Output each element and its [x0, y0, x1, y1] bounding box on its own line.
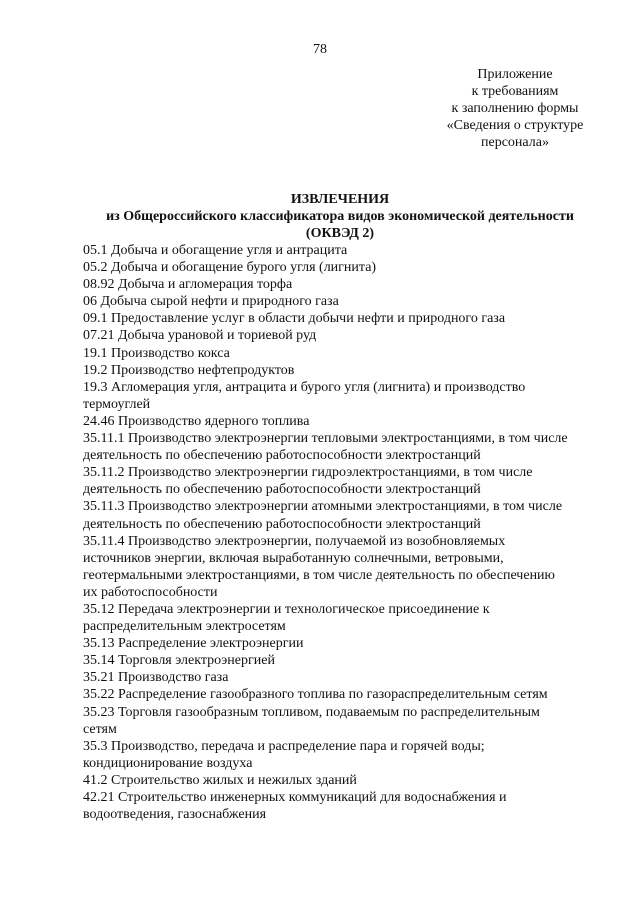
okved-entry: [83, 652, 603, 669]
okved-entry-line: 08.92 Добыча и агломерация торфа: [83, 277, 293, 293]
okved-entry: [83, 327, 603, 344]
okved-entry: [83, 704, 603, 738]
okved-entry-line: термоуглей: [83, 396, 151, 412]
okved-entry: [83, 362, 603, 379]
okved-entry: [83, 259, 603, 276]
okved-entry-line: 24.46 Производство ядерного топлива: [83, 413, 310, 429]
okved-entry-line: 35.3 Производство, передача и распределение пара и горячей воды;: [83, 738, 485, 754]
okved-entry: [83, 635, 603, 652]
okved-entry: [83, 242, 603, 259]
okved-entry: [83, 789, 603, 823]
okved-entry-line: деятельность по обеспечению работоспособности электростанций: [83, 448, 481, 464]
okved-entry-line: 07.21 Добыча урановой и ториевой руд: [83, 328, 317, 344]
okved-entry-line: 35.11.1 Производство электроэнергии тепловыми электростанциями, в том числе: [83, 431, 568, 447]
okved-entry-line: 35.21 Производство газа: [83, 670, 229, 686]
okved-entry-line: 35.11.4 Производство электроэнергии, получаемой из возобновляемых: [83, 533, 506, 549]
okved-entry-line: кондиционирование воздуха: [83, 755, 253, 771]
appendix-line: к требованиям: [471, 84, 559, 99]
okved-entry: [83, 413, 603, 430]
okved-entry-line: 05.2 Добыча и обогащение бурого угля (лигнита): [83, 260, 377, 276]
okved-entry: [83, 498, 603, 532]
okved-entry-line: 35.14 Торговля электроэнергией: [83, 653, 275, 669]
okved-entry: [83, 379, 603, 413]
okved-entry: [83, 293, 603, 310]
okved-entry-line: 19.3 Агломерация угля, антрацита и бурого угля (лигнита) и производство: [83, 379, 526, 395]
appendix-line: «Сведения о структуре: [446, 118, 584, 133]
okved-entry-line: 06 Добыча сырой нефти и природного газа: [83, 294, 339, 310]
okved-entry-line: геотермальными электростанциями, в том числе деятельность по обеспечению: [83, 567, 556, 583]
okved-entry: [83, 464, 603, 498]
okved-entry: [83, 738, 603, 772]
okved-entry-line: водоотведения, газоснабжения: [83, 807, 267, 823]
okved-entry-line: 05.1 Добыча и обогащение угля и антрацита: [83, 243, 348, 258]
okved-entry-line: 35.13 Распределение электроэнергии: [83, 636, 304, 652]
okved-entry-line: 35.22 Распределение газообразного топлива по газораспределительным сетям: [83, 687, 548, 703]
okved-entry-line: сетям: [83, 721, 117, 737]
okved-entry-line: деятельность по обеспечению работоспособности электростанций: [83, 482, 481, 498]
okved-entry-line: 09.1 Предоставление услуг в области добычи нефти и природного газа: [83, 311, 506, 327]
okved-entry-line: 35.23 Торговля газообразным топливом, подаваемым по распределительным: [83, 704, 540, 720]
okved-entry-list: [83, 242, 603, 823]
okved-entry-line: источников энергии, включая выработанную солнечными, ветровыми,: [83, 550, 504, 566]
okved-entry-line: 41.2 Строительство жилых и нежилых зданий: [83, 772, 357, 788]
okved-entry: [83, 772, 603, 789]
document-subtitle-line: из Общероссийского классификатора видов экономической деятельности: [106, 209, 574, 224]
document-title-block: [40, 191, 640, 242]
okved-entry-line: 19.1 Производство кокса: [83, 345, 230, 361]
okved-entry: [83, 345, 603, 362]
appendix-line: к заполнению формы: [451, 101, 579, 116]
okved-entry-line: 42.21 Строительство инженерных коммуникаций для водоснабжения и: [83, 790, 507, 805]
okved-entry-line: 35.11.3 Производство электроэнергии атомными электростанциями, в том числе: [83, 499, 563, 515]
okved-entry: [83, 310, 603, 327]
okved-entry: [83, 669, 603, 686]
okved-entry: [83, 686, 603, 703]
okved-entry: [83, 276, 603, 293]
okved-entry-line: распределительным электросетям: [83, 619, 286, 635]
okved-entry-line: деятельность по обеспечению работоспособности электростанций: [83, 516, 481, 532]
okved-entry: [83, 601, 603, 635]
document-subtitle-line: (ОКВЭД 2): [305, 226, 375, 241]
okved-entry-line: их работоспособности: [83, 584, 218, 600]
appendix-line: Приложение: [477, 67, 553, 82]
appendix-header: [420, 66, 610, 151]
okved-entry: [83, 430, 603, 464]
okved-entry-line: 19.2 Производство нефтепродуктов: [83, 362, 295, 378]
document-title: ИЗВЛЕЧЕНИЯ: [290, 192, 390, 207]
appendix-line: персонала»: [481, 135, 549, 150]
okved-entry-line: 35.12 Передача электроэнергии и технологическое присоединение к: [83, 601, 490, 617]
okved-entry-line: 35.11.2 Производство электроэнергии гидроэлектростанциями, в том числе: [83, 465, 533, 481]
page-number: 78: [313, 42, 327, 57]
okved-entry: [83, 533, 603, 601]
